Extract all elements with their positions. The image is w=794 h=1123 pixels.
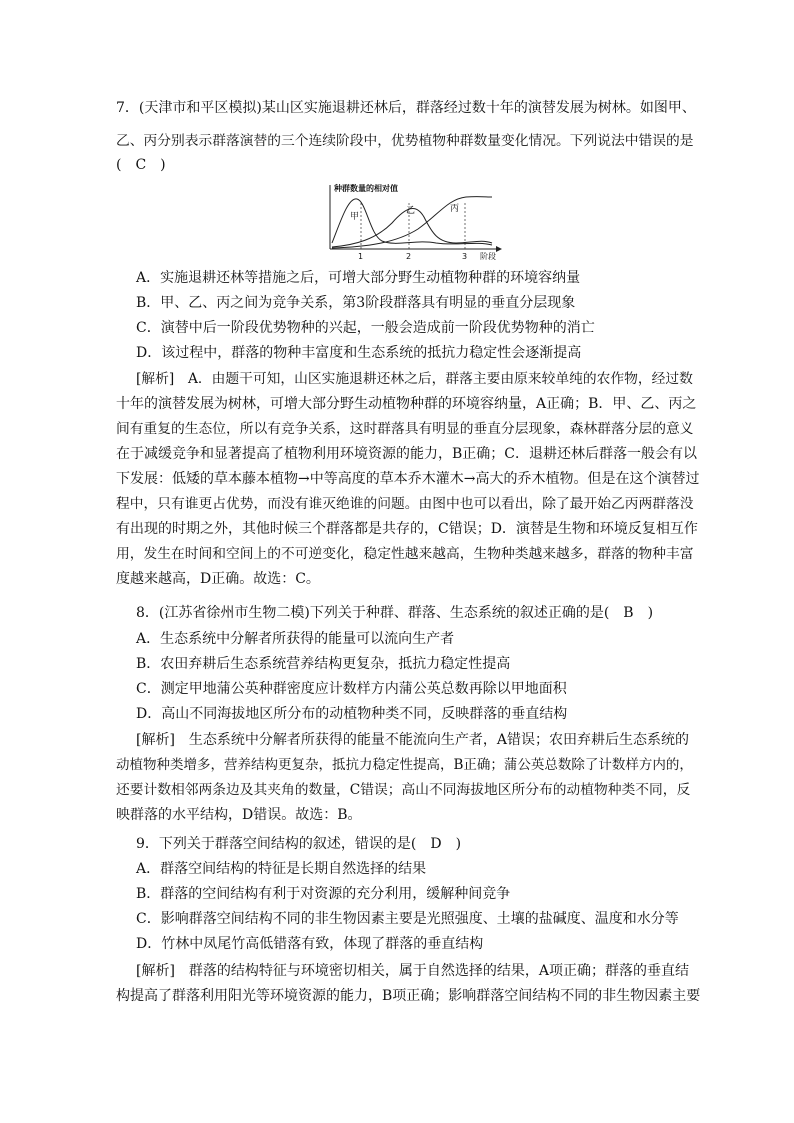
q8-analysis-line-2: 动植物种类增多，营养结构更复杂，抵抗力稳定性提高，B正确；蒲公英总数除了计数样方内的， (116, 757, 693, 773)
x-axis-label: 阶段 (480, 252, 496, 261)
q8-analysis-line-3: 还要计数相邻两条边及其夹角的数量，C错误；高山不同海拔地区所分布的动植物种类不同，反 (116, 782, 691, 798)
curve-label-jia: 甲 (350, 212, 360, 222)
q8-option-b: B．农田弃耕后生态系统营养结构更复杂，抵抗力稳定性提高 (136, 656, 511, 672)
q7-option-c: C．演替中后一阶段优势物种的兴起，一般会造成前一阶段优势物种的消亡 (136, 320, 595, 336)
q7-option-d: D．该过程中，群落的物种丰富度和生态系统的抵抗力稳定性会逐渐提高 (136, 345, 582, 361)
q9-option-c: C．影响群落空间结构不同的非生物因素主要是光照强度、土壤的盐碱度、温度和水分等 (136, 911, 679, 927)
q8-option-c: C．测定甲地蒲公英种群密度应计数样方内蒲公英总数再除以甲地面积 (136, 681, 567, 697)
q9-analysis-line-1: [解析] 群落的结构特征与环境密切相关，属于自然选择的结果，A项正确；群落的垂直结 (136, 963, 690, 979)
q9-option-d: D．竹林中凤尾竹高低错落有致，体现了群落的垂直结构 (136, 936, 484, 952)
q7-stem-line-2: 乙、丙分别表示群落演替的三个连续阶段中，优势植物种群数量变化情况。下列说法中错误的是 (116, 133, 694, 149)
curve-label-yi: 乙 (406, 206, 416, 216)
q9-stem: 9．下列关于群落空间结构的叙述，错误的是( D ) (136, 836, 462, 852)
q7-option-b: B．甲、乙、丙之间为竞争关系，第3阶段群落具有明显的垂直分层现象 (136, 295, 576, 311)
curve-bing (332, 197, 492, 248)
q8-option-d: D．高山不同海拔地区所分布的动植物种类不同，反映群落的垂直结构 (136, 706, 568, 722)
q8-analysis-line-1: [解析] 生态系统中分解者所获得的能量不能流向生产者，A错误；农田弃耕后生态系统的 (136, 732, 690, 748)
stage-tick-1: 1 (358, 252, 364, 261)
q8-analysis-line-4: 映群落的水平结构，D错误。故选：B。 (116, 807, 362, 823)
q7-option-a: A．实施退耕还林等措施之后，可增大部分野生动植物种群的环境容纳量 (136, 270, 581, 286)
q7-analysis-line-7: 有出现的时期之外，其他时候三个群落都是共存的，C错误；D．演替是生物和环境反复相互作 (116, 521, 698, 537)
x-axis-arrow (496, 246, 502, 252)
q7-analysis-line-5: 下发展：低矮的草本藤本植物→中等高度的草本乔木灌木→高大的乔木植物。但是在这个演替过 (116, 471, 700, 487)
q7-analysis-line-4: 在于减缓竞争和显著提高了植物利用环境资源的能力，B正确；C．退耕还林后群落一般会有以 (116, 446, 697, 462)
y-axis-label: 种群数量的相对值 (334, 184, 398, 193)
stage-tick-2: 2 (406, 252, 412, 261)
q7-analysis-line-1: [解析] A．由题干可知，山区实施退耕还林之后，群落主要由原来较单纯的农作物，经过数 (136, 371, 693, 387)
q9-analysis-line-2: 构提高了群落利用阳光等环境资源的能力，B项正确；影响群落空间结构不同的非生物因素主要 (116, 988, 701, 1004)
q7-analysis-line-2: 十年的演替发展为树林，可增大部分野生动植物种群的环境容纳量，A正确；B．甲、乙、丙之 (116, 396, 697, 412)
q9-option-a: A．群落空间结构的特征是长期自然选择的结果 (136, 861, 427, 877)
q7-analysis-line-9: 度越来越高，D正确。故选：C。 (116, 571, 320, 587)
q7-analysis-line-3: 间有重复的生态位，所以有竞争关系，这时群落具有明显的垂直分层现象，森林群落分层的意义 (116, 421, 694, 437)
q8-option-a: A．生态系统中分解者所获得的能量可以流向生产者 (136, 631, 455, 647)
q9-option-b: B．群落的空间结构有利于对资源的充分利用，缓解种间竞争 (136, 886, 511, 902)
curve-label-bing: 丙 (450, 204, 460, 214)
q7-stem-line-3: ( C ) (116, 157, 166, 173)
stage-tick-3: 3 (462, 252, 468, 261)
q7-analysis-line-6: 程中，只有谁更占优势，而没有谁灭绝谁的问题。由图中也可以看出，除了最开始乙丙两群落没 (116, 496, 694, 512)
q7-stem-line-1: 7．(天津市和平区模拟)某山区实施退耕还林后，群落经过数十年的演替发展为树林。如图甲、 (116, 100, 696, 116)
q8-stem: 8．(江苏省徐州市生物二模)下列关于种群、群落、生态系统的叙述正确的是( B ) (136, 605, 654, 621)
q7-analysis-line-8: 用，发生在时间和空间上的不可逆变化，稳定性越来越高，生物种类越来越多，群落的物种丰富 (116, 546, 694, 562)
succession-figure (326, 183, 512, 263)
